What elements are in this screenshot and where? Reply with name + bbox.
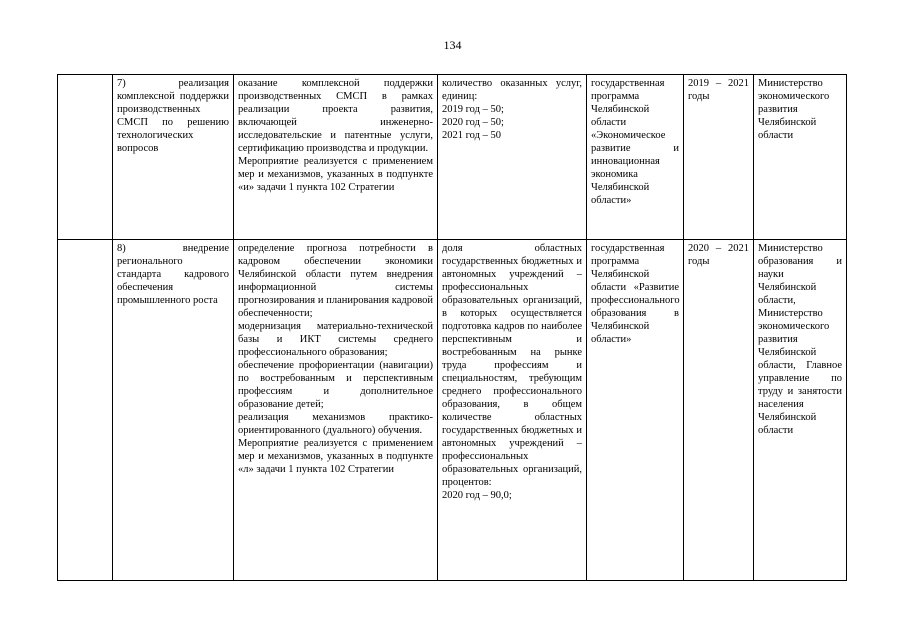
indicator-line: 2019 год – 50; bbox=[442, 104, 504, 115]
indicator-line: 2021 год – 50 bbox=[442, 130, 501, 141]
content-cell bbox=[234, 75, 438, 240]
content-paragraph: реализация механизмов практико-ориентированного (дуального) обучения. bbox=[238, 412, 433, 436]
indicator-line: доля областных государственных бюджетных и автономных учреждений – профессиональных образовательных организаций, в которых осуществляется подготовка кадров по наиболее перспективным и востребованным на рынке труда профессиям и специальностям, требующим среднего профессионального образования, в общем количестве областных государственных бюджетных и автономных учреждений – профессиональных образовательных организаций, процентов: bbox=[442, 243, 582, 488]
content-paragraph: оказание комплексной поддержки производственных СМСП в рамках реализации проекта развития, включающей инженерно-исследовательские и патентные услуги, сертификацию производства и продукции. bbox=[238, 78, 433, 154]
content-paragraph: Мероприятие реализуется с применением мер и механизмов, указанных в подпункте «л» задачи 1 пункта 102 Стратегии bbox=[238, 438, 433, 475]
indicator-line: 2020 год – 90,0; bbox=[442, 490, 512, 501]
period-cell: 2020 – 2021 годы bbox=[684, 240, 754, 581]
indicator-cell bbox=[438, 75, 587, 240]
content-cell bbox=[234, 240, 438, 581]
table-row bbox=[58, 240, 847, 581]
content-paragraph: Мероприятие реализуется с применением мер и механизмов, указанных в подпункте «и» задачи 1 пункта 102 Стратегии bbox=[238, 156, 433, 193]
content-paragraph: определение прогноза потребности в кадровом обеспечении экономики Челябинской области путем внедрения информационной системы прогнозирования и планирования кадровой обеспеченности; bbox=[238, 243, 433, 319]
indicator-cell bbox=[438, 240, 587, 581]
row-number-cell bbox=[58, 75, 113, 240]
measure-cell: 7) реализация комплексной поддержки производственных СМСП по решению технологических вопросов bbox=[113, 75, 234, 240]
row-number-cell bbox=[58, 240, 113, 581]
measure-cell: 8) внедрение регионального стандарта кадрового обеспечения промышленного роста bbox=[113, 240, 234, 581]
executor-cell: Министерство образования и науки Челябинской области, Министерство экономического развития Челябинской области, Главное управление по труду и занятости населения Челябинской области bbox=[754, 240, 847, 581]
page-number: 134 bbox=[443, 38, 462, 52]
measures-table bbox=[57, 74, 847, 581]
content-paragraph: обеспечение профориентации (навигации) по востребованным и перспективным профессиям и дополнительное образование детей; bbox=[238, 360, 433, 410]
table-row bbox=[58, 75, 847, 240]
content-paragraph: модернизация материально-технической базы и ИКТ системы среднего профессионального образования; bbox=[238, 321, 433, 358]
indicator-line: количество оказанных услуг, единиц: bbox=[442, 78, 582, 102]
program-cell: государственная программа Челябинской области «Развитие профессионального образования в Челябинской области» bbox=[587, 240, 684, 581]
program-cell: государственная программа Челябинской области «Экономическое развитие и инновационная экономика Челябинской области» bbox=[587, 75, 684, 240]
period-cell: 2019 – 2021 годы bbox=[684, 75, 754, 240]
indicator-line: 2020 год – 50; bbox=[442, 117, 504, 128]
executor-cell: Министерство экономического развития Челябинской области bbox=[754, 75, 847, 240]
